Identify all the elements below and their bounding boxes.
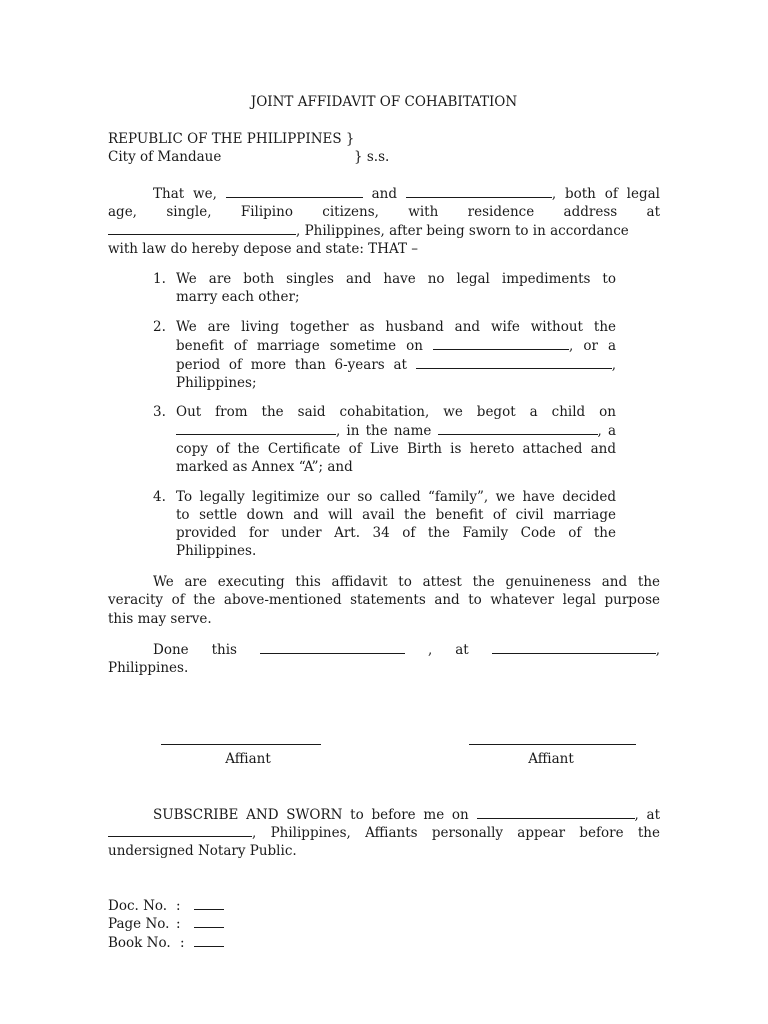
- done-line-2: Philippines.: [108, 660, 189, 676]
- affiant-signature-line-1[interactable]: [161, 744, 321, 745]
- intro-line-3: [108, 221, 660, 240]
- venue-ss: } s.s.: [354, 149, 390, 165]
- done-comma: ,: [427, 642, 433, 658]
- done-line-1: [153, 640, 660, 659]
- page-no-blank[interactable]: [194, 914, 224, 928]
- intro-line-3-text: , Philippines, after being sworn to in accordance: [296, 223, 629, 239]
- document-title: JOINT AFFIDAVIT OF COHABITATION: [250, 94, 518, 110]
- sworn-at: , at: [634, 807, 661, 823]
- item-line: Philippines;: [176, 375, 257, 391]
- place-blank[interactable]: [416, 355, 612, 369]
- notary-label: Doc. No.: [108, 898, 168, 914]
- notary-doc-no: [108, 896, 224, 915]
- done-word: Done: [153, 642, 189, 658]
- executing-line-2: veracity of the above-mentioned statements and to whatever legal purpose: [108, 592, 660, 608]
- sworn-line-3: undersigned Notary Public.: [108, 843, 297, 859]
- sworn-line-2: [108, 823, 660, 842]
- notary-colon: :: [176, 898, 181, 914]
- done-at: at: [455, 642, 469, 658]
- intro-and: and: [371, 186, 397, 202]
- intro-line-2: age, single, Filipino citizens, with residence address at: [108, 204, 660, 220]
- done-end: ,: [655, 642, 661, 658]
- notary-page-no: [108, 914, 224, 933]
- item-line: copy of the Certificate of Live Birth is hereto attached and: [176, 441, 616, 457]
- item-line: [176, 336, 616, 355]
- item-3: [153, 403, 616, 476]
- item-number: 1.: [153, 271, 166, 287]
- item-text: , a: [597, 423, 616, 439]
- item-text: period of more than 6-years at: [176, 357, 407, 373]
- item-line: To legally legitimize our so called “family”, we have decided: [176, 489, 616, 505]
- done-date-blank[interactable]: [260, 640, 405, 654]
- executing-line-3: this may serve.: [108, 611, 212, 627]
- sworn-line-1: [153, 805, 660, 824]
- item-number: 4.: [153, 489, 166, 505]
- item-line: [176, 421, 616, 440]
- intro-line-4: with law do hereby depose and state: THAT –: [108, 241, 419, 257]
- item-line: to settle down and will avail the benefit of civil marriage: [176, 507, 616, 523]
- item-1: [153, 270, 616, 306]
- sworn-place-blank[interactable]: [108, 823, 252, 837]
- item-2: [153, 318, 616, 392]
- venue-city: City of Mandaue: [108, 149, 222, 165]
- item-line: Philippines.: [176, 543, 257, 559]
- item-number: 2.: [153, 319, 166, 335]
- item-line: Out from the said cohabitation, we begot a child on: [176, 404, 616, 420]
- sworn-text: SUBSCRIBE AND SWORN to before me on: [153, 807, 469, 823]
- name-blank-2[interactable]: [406, 184, 552, 198]
- item-line: provided for under Art. 34 of the Family Code of the: [176, 525, 616, 541]
- item-text: benefit of marriage sometime on: [176, 338, 423, 354]
- notary-book-no: [108, 933, 224, 952]
- address-blank[interactable]: [108, 221, 296, 235]
- done-place-blank[interactable]: [492, 640, 656, 654]
- item-text: ,: [611, 357, 616, 373]
- item-line: We are living together as husband and wife without the: [176, 319, 616, 335]
- affiant-label-1: Affiant: [225, 751, 271, 767]
- item-line: We are both singles and have no legal impediments to: [176, 271, 616, 287]
- birth-date-blank[interactable]: [176, 421, 336, 435]
- notary-colon: :: [176, 916, 181, 932]
- item-line: marked as Annex “A”; and: [176, 459, 353, 475]
- intro-that-we: That we,: [153, 186, 217, 202]
- sworn-text: , Philippines, Affiants personally appear before the: [252, 825, 660, 841]
- item-text: , in the name: [336, 423, 432, 439]
- doc-no-blank[interactable]: [194, 896, 224, 910]
- item-number: 3.: [153, 404, 166, 420]
- item-4: [153, 488, 616, 560]
- sworn-date-blank[interactable]: [477, 805, 635, 819]
- name-blank-1[interactable]: [226, 184, 363, 198]
- affiant-signature-line-2[interactable]: [469, 744, 636, 745]
- notary-label: Page No.: [108, 916, 170, 932]
- done-this: this: [211, 642, 237, 658]
- item-line: [176, 355, 616, 374]
- notary-label: Book No.: [108, 935, 171, 951]
- book-no-blank[interactable]: [194, 933, 224, 947]
- item-line: marry each other;: [176, 289, 300, 305]
- date-blank[interactable]: [433, 336, 569, 350]
- notary-colon: :: [180, 935, 185, 951]
- item-text: , or a: [569, 338, 617, 354]
- intro-line-1: [153, 184, 660, 203]
- child-name-blank[interactable]: [438, 421, 598, 435]
- executing-line-1: We are executing this affidavit to attest the genuineness and the: [153, 574, 660, 590]
- intro-both: , both of legal: [551, 186, 660, 202]
- affiant-label-2: Affiant: [528, 751, 574, 767]
- venue-republic: REPUBLIC OF THE PHILIPPINES }: [108, 131, 355, 147]
